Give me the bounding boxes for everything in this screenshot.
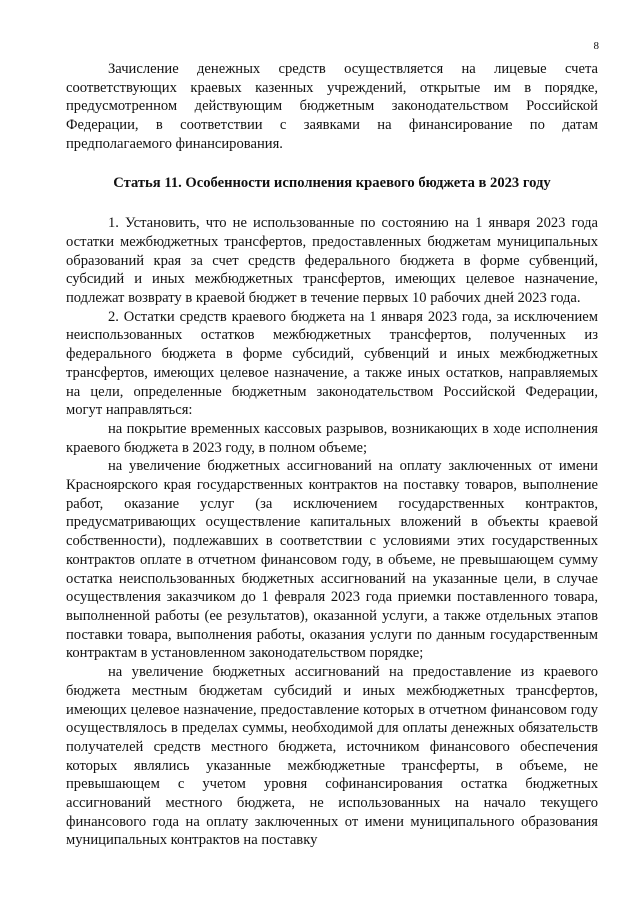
intro-paragraph: Зачисление денежных средств осуществляется на лицевые счета соответствующих краевых казенных учреждений, открытые им в порядке, предусмотренном действующим бюджетным законодательством Российской Федерации, в соответствии с заявками на финансирование по датам предполагаемого финансирования. xyxy=(66,61,598,152)
article-heading: Статья 11. Особенности исполнения краевого бюджета в 2023 году xyxy=(113,174,551,191)
paragraph: на увеличение бюджетных ассигнований на оплату заключенных от имени Красноярского края государственных контрактов на поставку товаров, выполнение работ, оказание услуг (за исключением государственных контрактов, предусматривающих осуществление капитальных вложений в объекты краевой собственности), подлежавших в соответствии с условиями этих государственных контрактов оплате в отчетном финансовом году, в объеме, не превышающем сумму остатка неиспользованных бюджетных ассигнований на указанные цели, в случае осуществления заказчиком до 1 февраля 2023 года приемки поставленного товара, выполненной работы (ее результатов), оказанной услуги, а также отдельных этапов поставки товара, выполнения работы, оказания услуги по данным государственным контрактам в установленном законодательством порядке; xyxy=(66,458,598,662)
paragraph: 1. Установить, что не использованные по состоянию на 1 января 2023 года остатки межбюджетных трансфертов, предоставленных бюджетам муниципальных образований края за счет средств федерального бюджета в форме субвенций, субсидий и иных межбюджетных трансфертов, имеющих целевое назначение, подлежат возврату в краевой бюджет в течение первых 10 рабочих дней 2023 года. xyxy=(66,215,598,307)
page-number: 8 xyxy=(593,40,599,52)
document-body xyxy=(66,60,598,850)
paragraph: на покрытие временных кассовых разрывов, возникающих в ходе исполнения краевого бюджета в 2023 году, в полном объеме; xyxy=(66,420,598,456)
paragraph: 2. Остатки средств краевого бюджета на 1 января 2023 года, за исключением неиспользованных остатков межбюджетных трансфертов, полученных из федерального бюджета в форме субсидий, субвенций и иных межбюджетных трансфертов, имеющих целевое назначение, а также иных остатков, направляемых на цели, определенные бюджетным законодательством Российской Федерации, могут направляться: xyxy=(66,308,598,419)
paragraph: на увеличение бюджетных ассигнований на предоставление из краевого бюджета местным бюджетам субсидий и иных межбюджетных трансфертов, имеющих целевое назначение, предоставление которых в отчетном финансовом году осуществлялось в пределах суммы, необходимой для оплаты денежных обязательств получателей средств местного бюджета, источником финансового обеспечения которых являлись указанные межбюджетные трансферты, в объеме, не превышающем с учетом уровня софинансирования остатка бюджетных ассигнований местного бюджета, не использованных на начало текущего финансового года на оплату заключенных от имени муниципального образования муниципальных контрактов на поставку xyxy=(66,664,598,849)
